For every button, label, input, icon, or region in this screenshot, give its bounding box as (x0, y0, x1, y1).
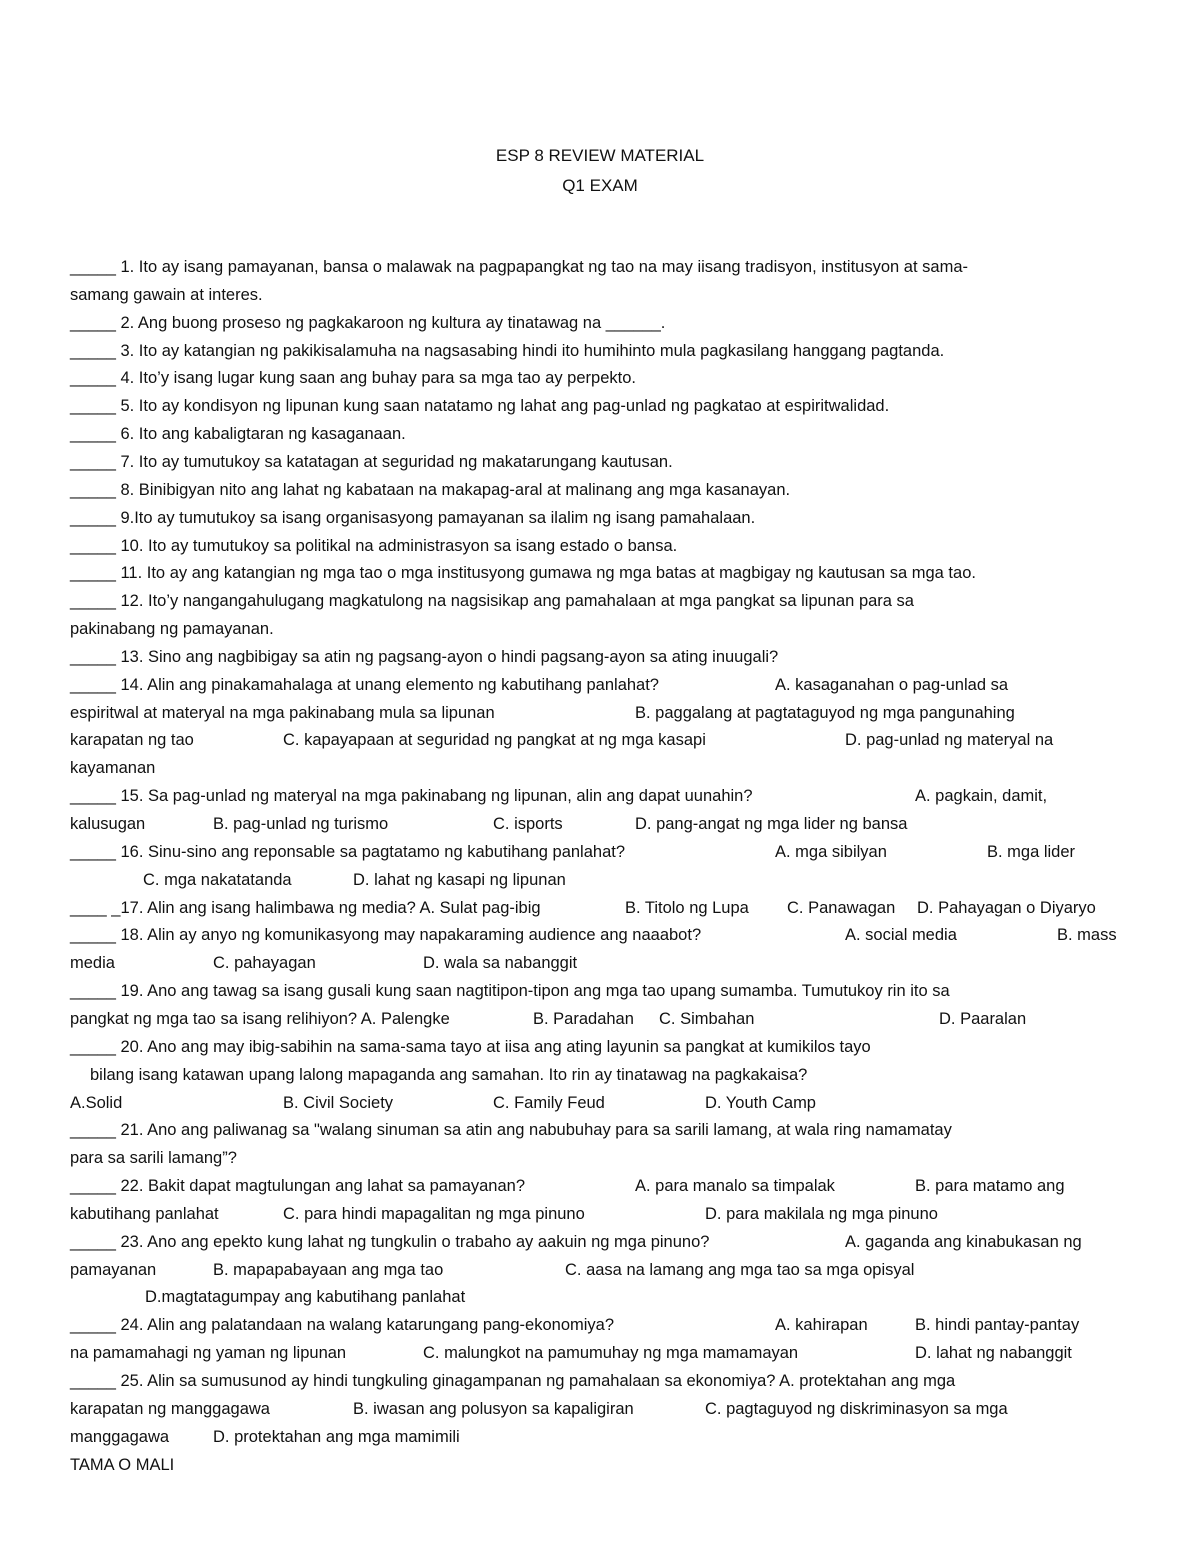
question-line: _____ 3. Ito ay katangian ng pakikisalamuha na nagsasabing hindi ito humihinto mula pagkasilang hanggang pagtanda. (70, 341, 945, 360)
question-line (70, 1009, 1130, 1029)
answer-choice: B. Titolo ng Lupa (625, 898, 749, 917)
question-text: _____ 14. Alin ang pinakamahalaga at unang elemento ng kabutihang panlahat? (70, 675, 659, 694)
question-text: na pamamahagi ng yaman ng lipunan (70, 1344, 347, 1363)
question-line: _____ 1. Ito ay isang pamayanan, bansa o malawak na pagpapangkat ng tao na may iisang tradisyon, institusyon at sama- (70, 258, 968, 276)
question-line: _____ 25. Alin sa sumusunod ay hindi tungkuling ginagampanan ng pamahalaan sa ekonomiya? A. protektahan ang mga (70, 1372, 956, 1390)
question-line (70, 898, 1130, 918)
question-text: _____ 16. Sinu-sino ang reponsable sa pagtatamo ng kabutihang panlahat? (70, 842, 626, 861)
question-text: pangkat ng mga tao sa isang relihiyon? A. Palengke (70, 1009, 450, 1028)
question-text: espiritwal at materyal na mga pakinabang mula sa lipunan (70, 703, 495, 722)
answer-choice: C. Family Feud (493, 1093, 605, 1112)
question-text: _____ 23. Ano ang epekto kung lahat ng tungkulin o trabaho ay aakuin ng mga pinuno? (70, 1232, 710, 1251)
answer-choice: C. pagtaguyod ng diskriminasyon sa mga (705, 1399, 1008, 1418)
question-line: _____ 10. Ito ay tumutukoy sa politikal na administrasyon sa isang estado o bansa. (70, 536, 678, 555)
question-line: samang gawain at interes. (70, 285, 263, 304)
question-text: karapatan ng manggagawa (70, 1399, 270, 1418)
document-subtitle: Q1 EXAM (562, 176, 638, 195)
question-text: ____ _17. Alin ang isang halimbawa ng media? A. Sulat pag-ibig (70, 898, 541, 917)
question-text: kalusugan (70, 815, 146, 833)
question-line (70, 1093, 1130, 1113)
question-line: _____ 19. Ano ang tawag sa isang gusali kung saan nagtitipon-tipon ang mga tao upang sumamba. Tumutukoy rin ito sa (70, 982, 950, 1001)
answer-choice: B. pag-unlad ng turismo (213, 815, 389, 833)
answer-choice: C. Panawagan (787, 898, 896, 917)
answer-choice: B. Civil Society (283, 1093, 394, 1112)
question-line: _____ 11. Ito ay ang katangian ng mga tao o mga institusyong gumawa ng mga batas at magbigay ng kautusan sa mga tao. (70, 564, 976, 583)
answer-choice: D. Youth Camp (705, 1093, 816, 1112)
answer-choice: A. para manalo sa timpalak (635, 1177, 835, 1196)
question-text: _____ 15. Sa pag-unlad ng materyal na mga pakinabang ng lipunan, alin ang dapat uunahin? (70, 787, 753, 806)
section-heading: TAMA O MALI (70, 1455, 175, 1474)
answer-choice: C. kapayapaan at seguridad ng pangkat at ng mga kasapi (283, 731, 706, 750)
question-line (70, 1176, 1130, 1196)
question-line (70, 1204, 1130, 1224)
document-title: ESP 8 REVIEW MATERIAL (495, 146, 705, 165)
answer-choice: A. kasaganahan o pag-unlad sa (775, 675, 1009, 694)
question-line (70, 842, 1130, 862)
question-line: D.magtatagumpay ang kabutihang panlahat (145, 1288, 466, 1307)
answer-choice: B. paggalang at pagtataguyod ng mga pangunahing (635, 703, 1015, 722)
answer-choice: B. mga lider (987, 842, 1076, 861)
question-line: bilang isang katawan upang lalong mapaganda ang samahan. Ito rin ay tinatawag na pagkakaisa? (90, 1065, 808, 1084)
question-line (70, 1315, 1130, 1335)
question-text: _____ 22. Bakit dapat magtulungan ang lahat sa pamayanan? (70, 1177, 526, 1196)
question-line: _____ 21. Ano ang paliwanag sa "walang sinuman sa atin ang nabubuhay para sa sarili lamang, at wala ring namamatay (70, 1121, 952, 1140)
question-text: A.Solid (70, 1093, 123, 1112)
answer-choice: B. Paradahan (533, 1009, 634, 1028)
answer-choice: B. mapapabayaan ang mga tao (213, 1260, 444, 1279)
question-line (70, 814, 1130, 834)
answer-choice: D. Pahayagan o Diyaryo (917, 898, 1096, 917)
question-text: karapatan ng tao (70, 731, 194, 750)
question-line: _____ 2. Ang buong proseso ng pagkakaroon ng kultura ay tinatawag na ______. (70, 313, 666, 332)
question-text: _____ 24. Alin ang palatandaan na walang katarungang pang-ekonomiya? (70, 1316, 615, 1335)
answer-choice: B. mass (1057, 926, 1117, 945)
question-text: _____ 18. Alin ay anyo ng komunikasyong may napakaraming audience ang naaabot? (70, 926, 702, 945)
answer-choice: B. hindi pantay-pantay (915, 1316, 1080, 1335)
answer-choice: C. malungkot na pamumuhay ng mga mamamayan (423, 1344, 799, 1363)
question-line: pakinabang ng pamayanan. (70, 620, 274, 639)
question-line (70, 786, 1130, 806)
question-line (70, 703, 1130, 723)
answer-choice: A. gaganda ang kinabukasan ng (845, 1232, 1082, 1251)
question-line: _____ 5. Ito ay kondisyon ng lipunan kung saan natatamo ng lahat ang pag-unlad ng pagkatao at espiritwalidad. (70, 397, 890, 416)
question-line: _____ 13. Sino ang nagbibigay sa atin ng pagsang-ayon o hindi pagsang-ayon sa ating inuugali? (70, 647, 779, 666)
answer-choice: D. para makilala ng mga pinuno (705, 1204, 938, 1223)
question-text: kabutihang panlahat (70, 1204, 219, 1223)
question-line: _____ 20. Ano ang may ibig-sabihin na sama-sama tayo at iisa ang ating layunin sa pangkat at kumikilos tayo (70, 1037, 871, 1056)
question-line (70, 925, 1130, 945)
question-text: manggagawa (70, 1427, 170, 1446)
answer-choice: D. protektahan ang mga mamimili (213, 1427, 460, 1446)
question-line: _____ 8. Binibigyan nito ang lahat ng kabataan na makapag-aral at malinang ang mga kasanayan. (70, 480, 791, 499)
question-text: media (70, 954, 115, 973)
question-line (70, 1343, 1130, 1363)
answer-choice: D. lahat ng kasapi ng lipunan (353, 870, 566, 889)
answer-choice: C. pahayagan (213, 954, 316, 973)
question-line: kayamanan (70, 759, 156, 778)
question-line: _____ 7. Ito ay tumutukoy sa katatagan at seguridad ng makatarungang kautusan. (70, 452, 673, 471)
question-text: C. mga nakatatanda (143, 870, 292, 889)
question-line (70, 870, 1130, 890)
question-line: _____ 12. Ito’y nangangahulugang magkatulong na nagsisikap ang pamahalaan at mga pangkat sa lipunan para sa (70, 592, 914, 611)
question-line (70, 1232, 1130, 1252)
question-line (70, 675, 1130, 695)
question-line (70, 953, 1130, 973)
question-line: _____ 6. Ito ang kabaligtaran ng kasaganaan. (70, 425, 406, 444)
question-line (70, 1427, 1130, 1447)
answer-choice: C. Simbahan (659, 1009, 755, 1028)
question-text: pamayanan (70, 1260, 157, 1279)
answer-choice: C. isports (493, 815, 563, 833)
answer-choice: C. aasa na lamang ang mga tao sa mga opisyal (565, 1260, 915, 1279)
question-line: _____ 4. Ito’y isang lugar kung saan ang buhay para sa mga tao ay perpekto. (70, 369, 636, 388)
question-line: para sa sarili lamang”? (70, 1149, 237, 1168)
answer-choice: B. para matamo ang (915, 1177, 1065, 1196)
answer-choice: D. wala sa nabanggit (423, 954, 578, 973)
answer-choice: D. pang-angat ng mga lider ng bansa (635, 815, 908, 833)
answer-choice: C. para hindi mapagalitan ng mga pinuno (283, 1204, 585, 1223)
question-line (70, 730, 1130, 750)
answer-choice: A. mga sibilyan (775, 842, 887, 861)
answer-choice: A. pagkain, damit, (915, 787, 1048, 806)
question-line (70, 1399, 1130, 1419)
question-line: _____ 9.Ito ay tumutukoy sa isang organisasyong pamayanan sa ilalim ng isang pamahalaan. (70, 508, 756, 527)
answer-choice: D. Paaralan (939, 1009, 1027, 1028)
question-line (70, 1260, 1130, 1280)
answer-choice: A. social media (845, 926, 957, 945)
answer-choice: A. kahirapan (775, 1316, 868, 1335)
answer-choice: D. pag-unlad ng materyal na (845, 731, 1054, 750)
answer-choice: D. lahat ng nabanggit (915, 1344, 1072, 1363)
answer-choice: B. iwasan ang polusyon sa kapaligiran (353, 1399, 634, 1418)
